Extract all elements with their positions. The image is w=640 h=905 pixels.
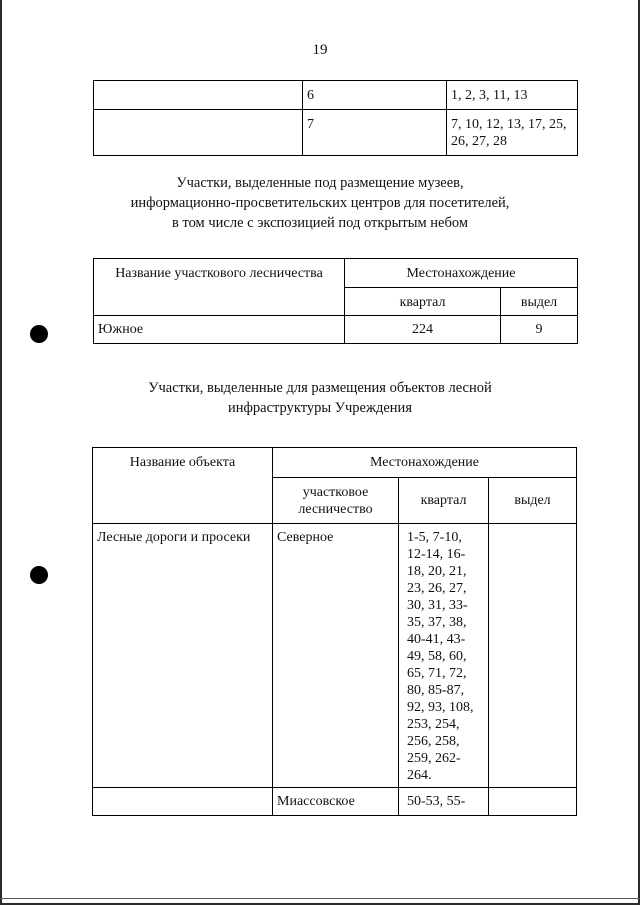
vydel-value: 9 xyxy=(501,316,578,344)
table-row xyxy=(93,524,577,788)
table-header-row xyxy=(94,259,578,288)
scan-left-edge xyxy=(0,0,2,905)
vydel-value xyxy=(489,788,577,816)
table-row xyxy=(94,81,578,110)
museums-table xyxy=(93,258,578,344)
vydel-value xyxy=(489,524,577,788)
table-row xyxy=(93,788,577,816)
kvartal-list: 1-5, 7-10, 12-14, 16-18, 20, 21, 23, 26, 27, 30, 31, 33-35, 37, 38, 40-41, 43-49, 58, 60, 65, 71, 72, 80, 85-87, 92, 93, 108, 253, 254, 256, 258, 259, 262-264. xyxy=(399,524,489,788)
scan-bottom-line xyxy=(0,898,640,899)
object-name xyxy=(93,788,273,816)
object-name: Лесные дороги и просеки xyxy=(93,524,273,788)
section-heading-museums xyxy=(80,173,560,233)
header-vydel: выдел xyxy=(501,288,578,316)
header-kvartal: квартал xyxy=(399,478,489,524)
kvartal-list: 50-53, 55- xyxy=(399,788,489,816)
lesnichestvo-name: Северное xyxy=(273,524,399,788)
punch-hole-icon xyxy=(30,566,48,584)
lesnichestvo-name: Миассовское xyxy=(273,788,399,816)
table-cell xyxy=(94,110,303,156)
heading-line: в том числе с экспозицией под открытым небом xyxy=(171,215,469,231)
header-location: Местонахождение xyxy=(345,259,578,288)
forestry-name: Южное xyxy=(94,316,345,344)
header-vydel: выдел xyxy=(489,478,577,524)
header-kvartal: квартал xyxy=(345,288,501,316)
table-row xyxy=(94,110,578,156)
heading-line: Участки, выделенные для размещения объектов лесной xyxy=(148,380,492,396)
page-number: 19 xyxy=(312,42,328,58)
table-cell xyxy=(94,81,303,110)
infrastructure-table xyxy=(92,447,577,816)
heading-line: инфраструктуры Учреждения xyxy=(228,400,412,416)
section-heading-infrastructure xyxy=(80,378,560,418)
table-cell: 1, 2, 3, 11, 13 xyxy=(447,81,578,110)
punch-hole-icon xyxy=(30,325,48,343)
table-header-row xyxy=(93,448,577,478)
kvartal-value: 224 xyxy=(345,316,501,344)
header-location: Местонахождение xyxy=(273,448,577,478)
table-cell: 7 xyxy=(303,110,447,156)
header-object-name: Название объекта xyxy=(93,448,273,524)
table-row xyxy=(94,316,578,344)
header-lesnichestvo: участковое лесничество xyxy=(273,478,399,524)
continuation-table xyxy=(93,80,578,156)
heading-line: Участки, выделенные под размещение музеев, xyxy=(176,175,464,191)
header-forestry-name: Название участкового лесничества xyxy=(94,259,345,316)
table-cell: 7, 10, 12, 13, 17, 25, 26, 27, 28 xyxy=(447,110,578,156)
heading-line: информационно-просветительских центров для посетителей, xyxy=(130,195,510,211)
table-cell: 6 xyxy=(303,81,447,110)
